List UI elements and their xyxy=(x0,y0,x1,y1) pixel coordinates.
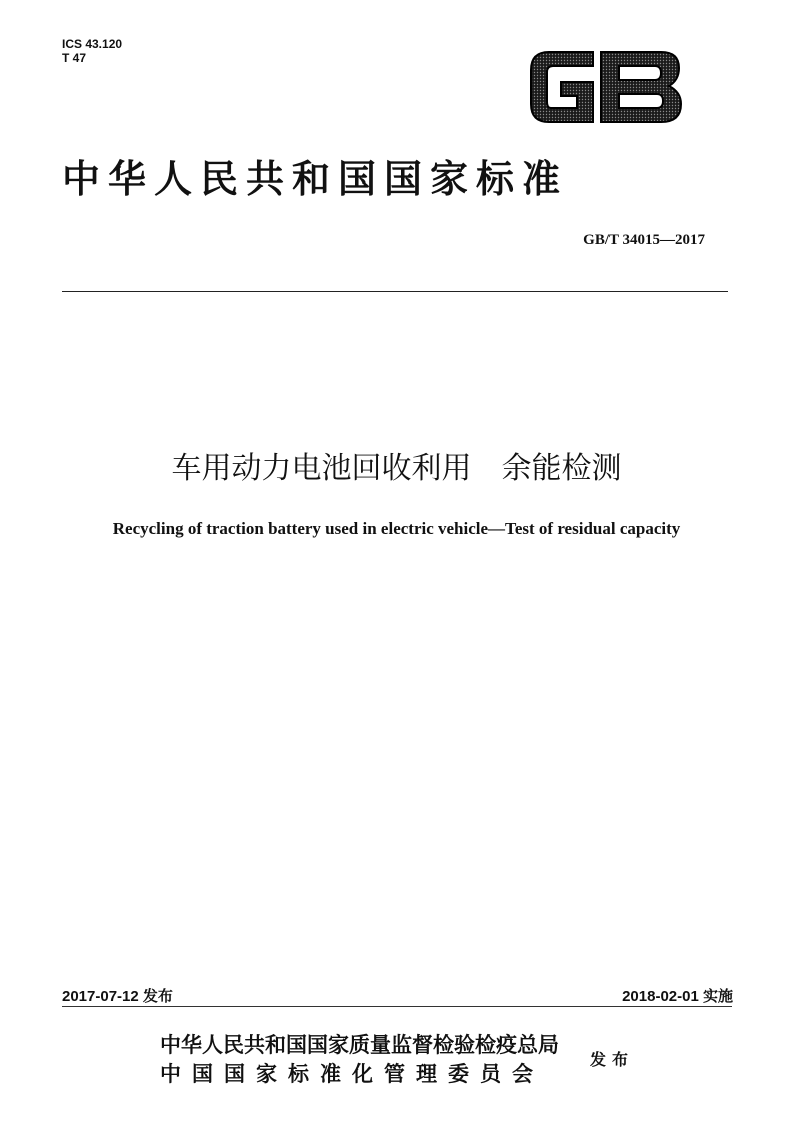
publisher-line-2: 中国国家标准化管理委员会 xyxy=(160,1061,544,1086)
ccs-code: T 47 xyxy=(62,51,87,65)
publish-action: 发布 xyxy=(590,1050,635,1069)
implementation-date: 2018-02-01 实施 xyxy=(622,988,733,1005)
chinese-title: 车用动力电池回收利用 余能检测 xyxy=(171,451,622,486)
national-standard-title: 中华人民共和国国家标准 xyxy=(62,156,569,201)
publishers xyxy=(160,1030,559,1088)
classification-codes xyxy=(62,37,122,65)
issue-date: 2017-07-12 发布 xyxy=(62,988,173,1005)
footer-divider xyxy=(62,1006,732,1007)
gb-logo xyxy=(527,44,687,130)
header-divider xyxy=(62,291,728,292)
publisher-line-1: 中华人民共和国国家质量监督检验检疫总局 xyxy=(160,1032,559,1057)
standard-number: GB/T 34015—2017 xyxy=(583,232,705,248)
ics-code: ICS 43.120 xyxy=(62,37,123,51)
english-title: Recycling of traction battery used in electric vehicle—Test of residual capacity xyxy=(112,519,681,538)
